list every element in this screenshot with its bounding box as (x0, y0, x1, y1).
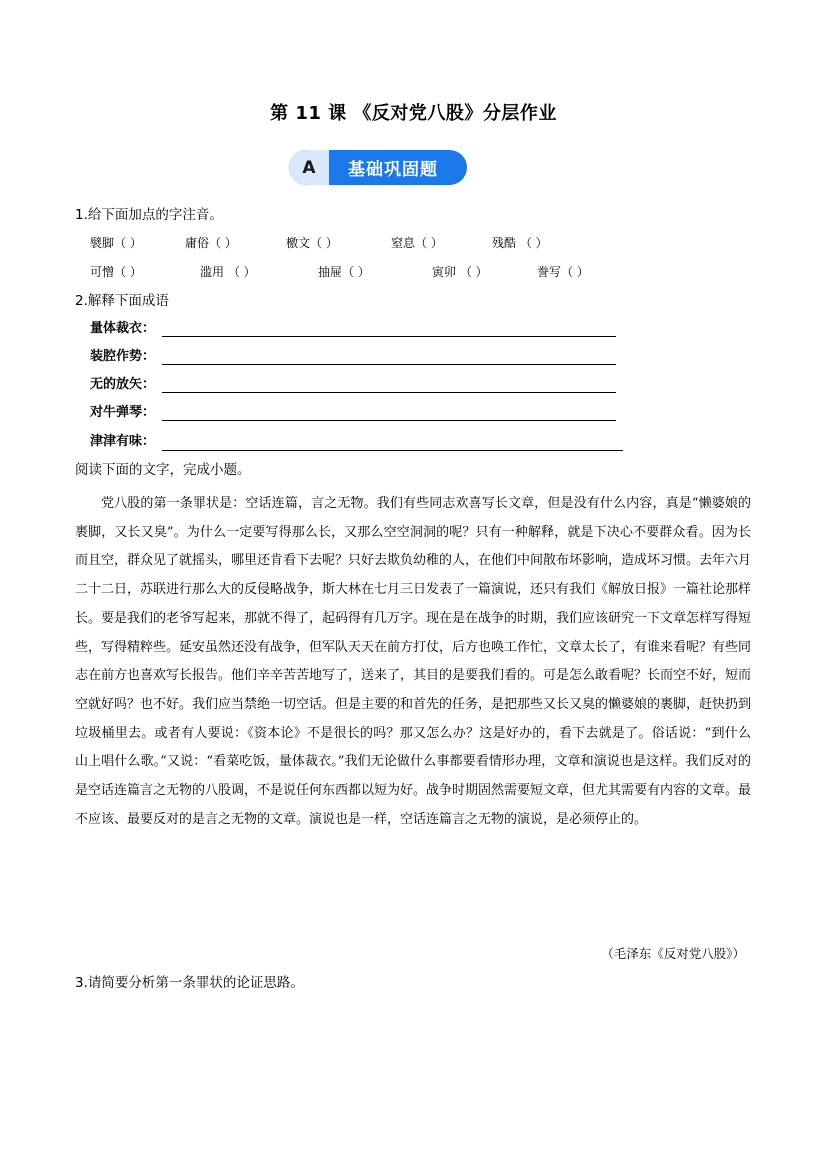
section-badge-letter: A (289, 150, 329, 185)
pinyin-item: 滥用 （ ） (200, 265, 256, 279)
pinyin-item: 檄文（ ） (286, 236, 338, 250)
reading-prompt: 阅读下面的文字，完成小题。 (75, 462, 251, 478)
idiom-label: 无的放矢： (90, 377, 156, 392)
section-badge (289, 150, 467, 185)
idiom-label: 津津有味： (90, 434, 156, 449)
pinyin-item: 可憎（ ） (90, 265, 142, 279)
pinyin-item: 庸俗（ ） (185, 236, 237, 250)
passage-source: （毛泽东《反对党八股》） (601, 946, 745, 961)
answer-line[interactable] (162, 392, 616, 393)
question-3-prompt: 3.请简要分析第一条罪状的论证思路。 (75, 975, 304, 991)
pinyin-item: 残酷 （ ） (492, 236, 548, 250)
section-badge-label: 基础巩固题 (348, 160, 438, 180)
idiom-label: 装腔作势： (90, 349, 156, 364)
pinyin-item: 誊写（ ） (537, 265, 589, 279)
reading-passage: 党八股的第一条罪状是：空话连篇，言之无物。我们有些同志欢喜写长文章，但是没有什么内容，真是“懒婆娘的裹脚，又长又臭”。为什么一定要写得那么长，又那么空空洞洞的呢？只有一种解释，就是下决心不要群众看。因为长而且空，群众见了就摇头，哪里还肯看下去呢？只好去欺负幼稚的人，在他们中间散布坏影响，造成坏习惯。去年六月二十二日，苏联进行那么大的反侵略战争，斯大林在七月三日发表了一篇演说，还只有我们《解放日报》一篇社论那样长。要是我们的老爷写起来，那就不得了，起码得有几万字。现在是在战争的时期，我们应该研究一下文章怎样写得短些，写得精粹些。延安虽然还没有战争，但军队天天在前方打仗，后方也唤工作忙，文章太长了，有谁来看呢？有些同志在前方也喜欢写长报告。他们辛辛苦苦地写了，送来了，其目的是要我们看的。可是怎么敢看呢？长而空不好，短而空就好吗？也不好。我们应当禁绝一切空话。但是主要的和首先的任务，是把那些又长又臭的懒婆娘的裹脚，赶快扔到垃圾桶里去。或者有人要说：《资本论》不是很长的吗？那又怎么办？这是好办的，看下去就是了。俗话说：“到什么山上唱什么歌。”又说：“看菜吃饭，量体裁衣。”我们无论做什么事都要看情形办理，文章和演说也是这样。我们反对的是空话连篇言之无物的八股调，不是说任何东西都以短为好。战争时期固然需要短文章，但尤其需要有内容的文章。最不应该、最要反对的是言之无物的文章。演说也是一样，空话连篇言之无物的演说，是必须停止的。 (75, 496, 752, 827)
question-1-prompt: 1.给下面加点的字注音。 (75, 207, 223, 223)
idiom-label: 对牛弹琴： (90, 405, 156, 420)
pinyin-item: 抽屉（ ） (318, 265, 370, 279)
pinyin-item: 寅卯 （ ） (432, 265, 488, 279)
answer-line[interactable] (162, 420, 616, 421)
answer-line[interactable] (162, 450, 623, 451)
page-title: 第 11 课 《反对党八股》分层作业 (270, 103, 557, 124)
answer-line[interactable] (162, 336, 616, 337)
answer-line[interactable] (162, 364, 616, 365)
idiom-label: 量体裁衣： (90, 321, 156, 336)
pinyin-item: 窒息（ ） (391, 236, 443, 250)
pinyin-item: 襞脚（ ） (90, 236, 142, 250)
question-2-prompt: 2.解释下面成语 (75, 293, 169, 309)
